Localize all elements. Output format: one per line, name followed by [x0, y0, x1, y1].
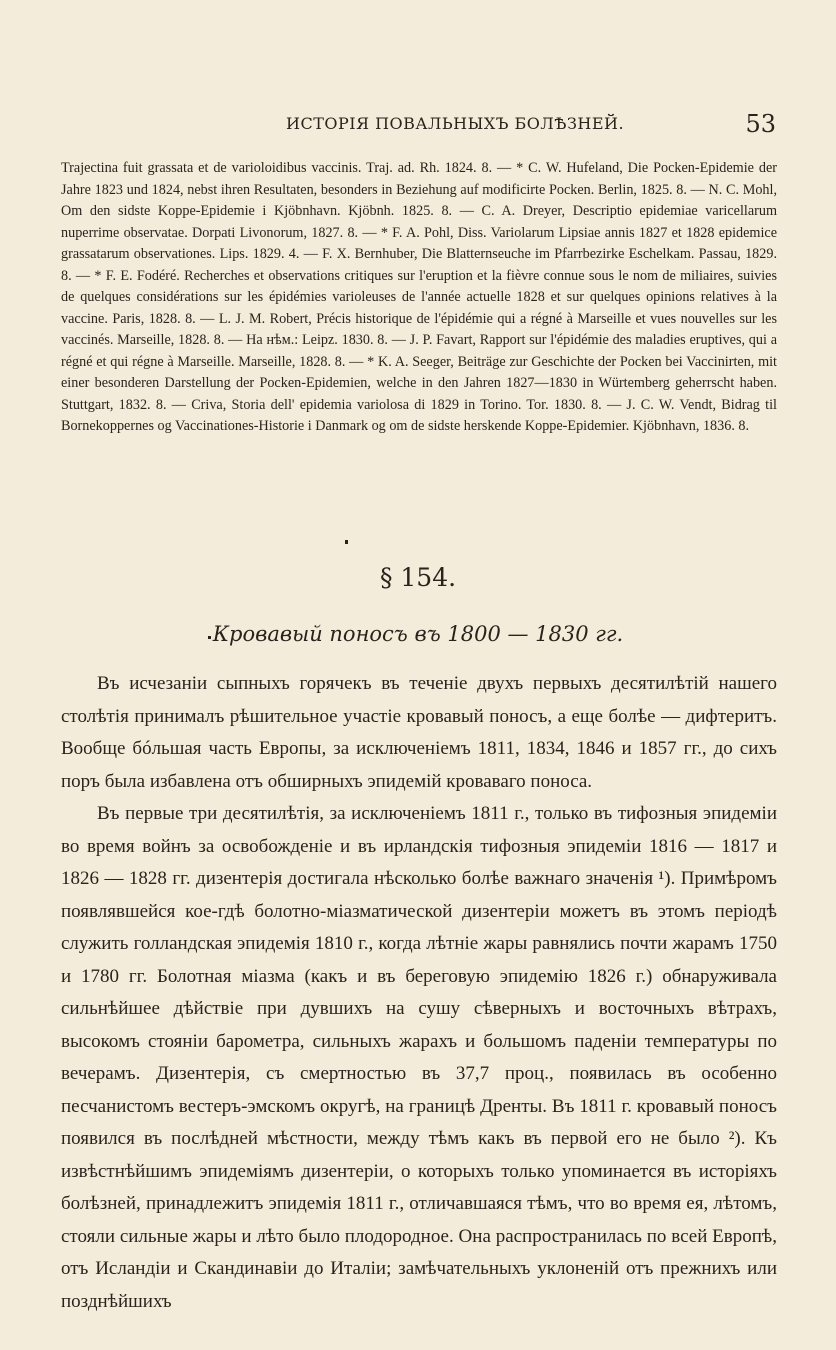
bibliography-text: Trajectina fuit grassata et de varioloidibus vaccinis. Traj. ad. Rh. 1824. 8. — * C. W. Hufeland, Die Pocken-Epidemie der Jahre 1823 und 1824, nebst ihren Resultaten, besonders in Beziehung auf modificirte Pocken. Berlin, 1825. 8. — N. C. Mohl, Om den sidste Koppe-Epidemie i Kjöbnhavn. Kjöbnh. 1825. 8. — C. A. Dreyer, Descriptio epidemiae varicellarum nuperrime observatae. Dorpati Livonorum, 1827. 8. — * F. A. Pohl, Diss. Variolarum Lipsiae annis 1827 et 1828 epidemice grassatarum observationes. Lips. 1829. 4. — F. X. Bernhuber, Die Blatternseuche im Pfarrbezirke Eschelkam. Passau, 1829. 8. — * F. E. Fodéré. Recherches et observations critiques sur l'eruption et la fièvre connue sous le nom de miliaires, suivies de quelques considérations sur les épidémies varioleuses de l'année actuelle 1828 et sur quelques opinions relatives à la vaccine. Paris, 1828. 8. — L. J. M. Robert, Précis historique de l'épidémie qui a régné à Marseille et vues nouvelles sur les vaccinés. Marseille, 1828. 8. — На нѣм.: Leipz. 1830. 8. — J. P. Favart, Rapport sur l'épidémie des maladies eruptives, qui a régné et qui régne à Marseille. Marseille, 1828. 8. — * K. A. Seeger, Beiträge zur Geschichte der Pocken bei Vaccinirten, mit einer besonderen Darstellung der Pocken-Epidemien, welche in den Jahren 1827—1830 in Würtemberg geherrscht haben. Stuttgart, 1832. 8. — Criva, Storia dell' epidemia variolosa di 1829 in Torino. Tor. 1830. 8. — J. C. W. Vendt, Bidrag til Bornekoppernes og Vaccinationes-Historie i Danmark og om de sidste herskende Koppe-Epidemier. Kjöbnhavn, 1836. 8.: [61, 160, 777, 434]
bibliography-block: [61, 158, 777, 438]
page-number: 53: [745, 110, 776, 138]
body-text: [61, 668, 777, 1318]
ink-speck: [345, 540, 348, 544]
body-paragraph: Въ первые три десятилѣтія, за исключеніемъ 1811 г., только въ тифозныя эпидеміи во время войнъ за освобожденіе и въ ирландскія тифозныя эпидеміи 1816 — 1817 и 1826 — 1828 гг. дизентерія достигала нѣсколько болѣе важнаго значенія ¹). Примѣромъ появлявшейся кое-гдѣ болотно-міазматической дизентеріи можетъ въ этомъ періодѣ служить голландская эпидемія 1810 г., когда лѣтніе жары равнялись почти жарамъ 1750 и 1780 гг. Болотная міазма (какъ и въ береговую эпидемію 1826 г.) обнаруживала сильнѣйшее дѣйствіе при дувшихъ на сушу сѣверныхъ и восточныхъ вѣтрахъ, высокомъ стояніи барометра, сильныхъ жарахъ и большомъ паденіи температуры по вечерамъ. Дизентерія, съ смертностью въ 37,7 проц., появилась въ особенно песчанистомъ вестеръ-эмскомъ округѣ, на границѣ Дренты. Въ 1811 г. кровавый поносъ появился въ послѣдней мѣстности, между тѣмъ какъ въ первой его не было ²). Къ извѣстнѣйшимъ эпидеміямъ дизентеріи, о которыхъ только упоминается въ исторіяхъ болѣзней, принадлежитъ эпидемія 1811 г., отличавшаяся тѣмъ, что во время ея, лѣтомъ, стояли сильные жары и лѣто было плодородное. Она распространилась по всей Европѣ, отъ Исландіи и Скандинавіи до Италіи; замѣчательныхъ уклоненій отъ прежнихъ или позднѣйшихъ: [61, 803, 777, 1312]
section-number: § 154.: [379, 563, 457, 592]
section-title: Кровавый поносъ въ 1800 — 1830 гг.: [212, 622, 624, 646]
running-head: ИСТОРІЯ ПОВАЛЬНЫХЪ БОЛѢЗНЕЙ.: [286, 114, 625, 133]
body-paragraph: Въ исчезаніи сыпныхъ горячекъ въ теченіе двухъ первыхъ десятилѣтій нашего столѣтія принималъ рѣшительное участіе кровавый поносъ, а еще болѣе — дифтеритъ. Вообще бóльшая часть Европы, за исключеніемъ 1811, 1834, 1846 и 1857 гг., до сихъ поръ была избавлена отъ обширныхъ эпидемій кроваваго поноса.: [61, 673, 777, 792]
